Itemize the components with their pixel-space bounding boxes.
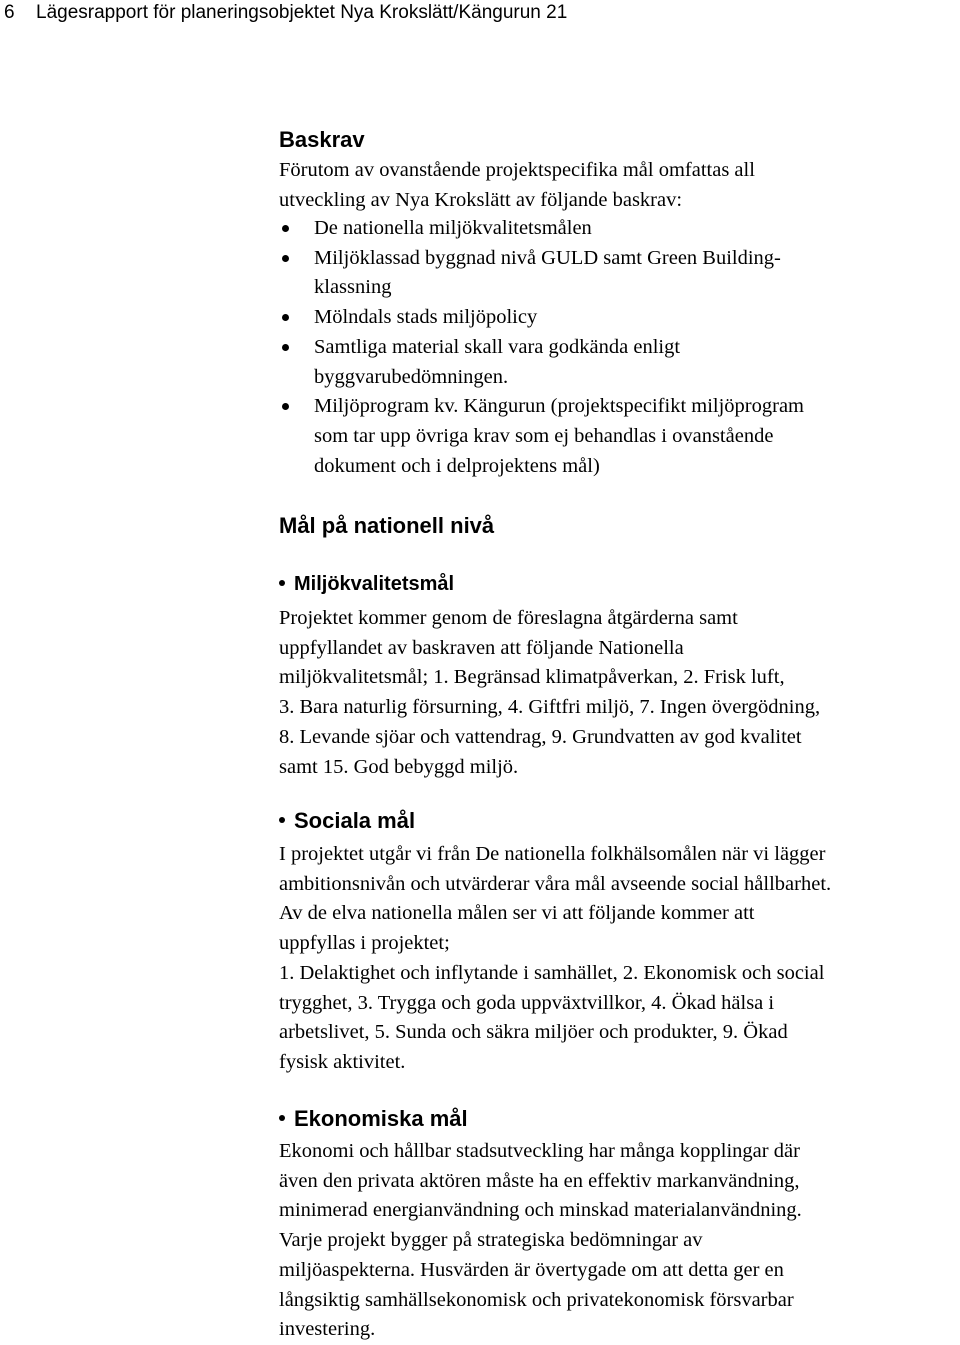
baskrav-intro-line: Förutom av ovanstående projektspecifika mål omfattas all	[279, 159, 755, 181]
ekonomiska-mal-heading-text: Ekonomiska mål	[294, 1106, 468, 1131]
bullet-icon	[282, 225, 289, 232]
list-item	[279, 333, 949, 392]
paragraph-line: Ekonomi och hållbar stadsutveckling har många kopplingar där	[279, 1140, 800, 1162]
paragraph-line: minimerad energianvändning och minskad materialanvändning.	[279, 1199, 802, 1222]
bullet-text: Miljöklassad byggnad nivå GULD samt Green Building-	[314, 246, 781, 269]
paragraph-line: miljöaspekterna. Husvärden är övertygade om att detta ger en	[279, 1258, 784, 1281]
page-number: 6	[4, 2, 15, 23]
miljokvalitetsmal-heading	[279, 571, 454, 597]
economic-paragraph	[279, 1137, 949, 1345]
bullet-icon	[282, 314, 289, 321]
paragraph-line: samt 15. God bebyggd miljö.	[279, 755, 519, 778]
paragraph-line: Projektet kommer genom de föreslagna åtgärderna samt	[279, 607, 738, 629]
paragraph-line: trygghet, 3. Trygga och goda uppväxtvillkor, 4. Ökad hälsa i	[279, 991, 775, 1014]
sociala-mal-heading	[279, 808, 415, 834]
bullet-text: De nationella miljökvalitetsmålen	[314, 217, 592, 239]
list-item	[279, 214, 949, 244]
national-paragraph	[279, 604, 949, 782]
paragraph-line: arbetslivet, 5. Sunda och säkra miljöer och produkter, 9. Ökad	[279, 1021, 788, 1044]
bullet-text: klassning	[314, 276, 392, 299]
list-item	[279, 303, 949, 333]
bullet-text: som tar upp övriga krav som ej behandlas i ovanstående	[314, 424, 774, 447]
bullet-icon	[282, 344, 289, 351]
running-header-title: Lägesrapport för planeringsobjektet Nya Krokslätt/Kängurun 21	[36, 2, 568, 23]
bullet-icon	[279, 580, 285, 586]
page-header	[0, 0, 960, 40]
baskrav-bullet-list	[279, 214, 949, 481]
bullet-icon	[279, 817, 285, 823]
list-item	[279, 392, 949, 481]
national-heading: Mål på nationell nivå	[279, 513, 495, 538]
bullet-text: byggvarubedömningen.	[314, 365, 509, 388]
baskrav-heading: Baskrav	[279, 127, 365, 152]
paragraph-line: uppfyllas i projektet;	[279, 932, 450, 955]
bullet-icon	[282, 403, 289, 410]
social-paragraph	[279, 840, 949, 1078]
baskrav-intro-line: utveckling av Nya Krokslätt av följande baskrav:	[279, 188, 683, 211]
bullet-text: Mölndals stads miljöpolicy	[314, 306, 538, 329]
paragraph-line: investering.	[279, 1318, 376, 1341]
paragraph-line: 1. Delaktighet och inflytande i samhället, 2. Ekonomisk och social	[279, 961, 825, 984]
paragraph-line: Varje projekt bygger på strategiska bedömningar av	[279, 1229, 703, 1252]
paragraph-line: ambitionsnivån och utvärderar våra mål avseende social hållbarhet.	[279, 872, 832, 895]
ekonomiska-mal-heading	[279, 1106, 468, 1132]
paragraph-line: även den privata aktören måste ha en effektiv markanvändning,	[279, 1169, 800, 1192]
bullet-text: dokument och i delprojektens mål)	[314, 454, 600, 477]
bullet-text: Samtliga material skall vara godkända enligt	[314, 335, 681, 358]
paragraph-line: uppfyllandet av baskraven att följande Nationella	[279, 636, 684, 659]
paragraph-line: I projektet utgår vi från De nationella folkhälsomålen när vi lägger	[279, 843, 826, 865]
bullet-text: Miljöprogram kv. Kängurun (projektspecifikt miljöprogram	[314, 395, 804, 418]
paragraph-line: långsiktig samhällsekonomisk och privatekonomisk försvarbar	[279, 1288, 794, 1311]
baskrav-intro	[279, 156, 949, 215]
bullet-icon	[282, 255, 289, 262]
paragraph-line: Av de elva nationella målen ser vi att följande kommer att	[279, 902, 755, 925]
bullet-icon	[279, 1115, 285, 1121]
list-item	[279, 244, 949, 303]
sociala-mal-heading-text: Sociala mål	[294, 808, 416, 833]
paragraph-line: 3. Bara naturlig försurning, 4. Giftfri miljö, 7. Ingen övergödning,	[279, 696, 821, 719]
paragraph-line: miljökvalitetsmål; 1. Begränsad klimatpåverkan, 2. Frisk luft,	[279, 666, 785, 689]
paragraph-line: fysisk aktivitet.	[279, 1050, 406, 1073]
miljokvalitetsmal-heading-text: Miljökvalitetsmål	[294, 573, 455, 595]
paragraph-line: 8. Levande sjöar och vattendrag, 9. Grundvatten av god kvalitet	[279, 725, 802, 748]
